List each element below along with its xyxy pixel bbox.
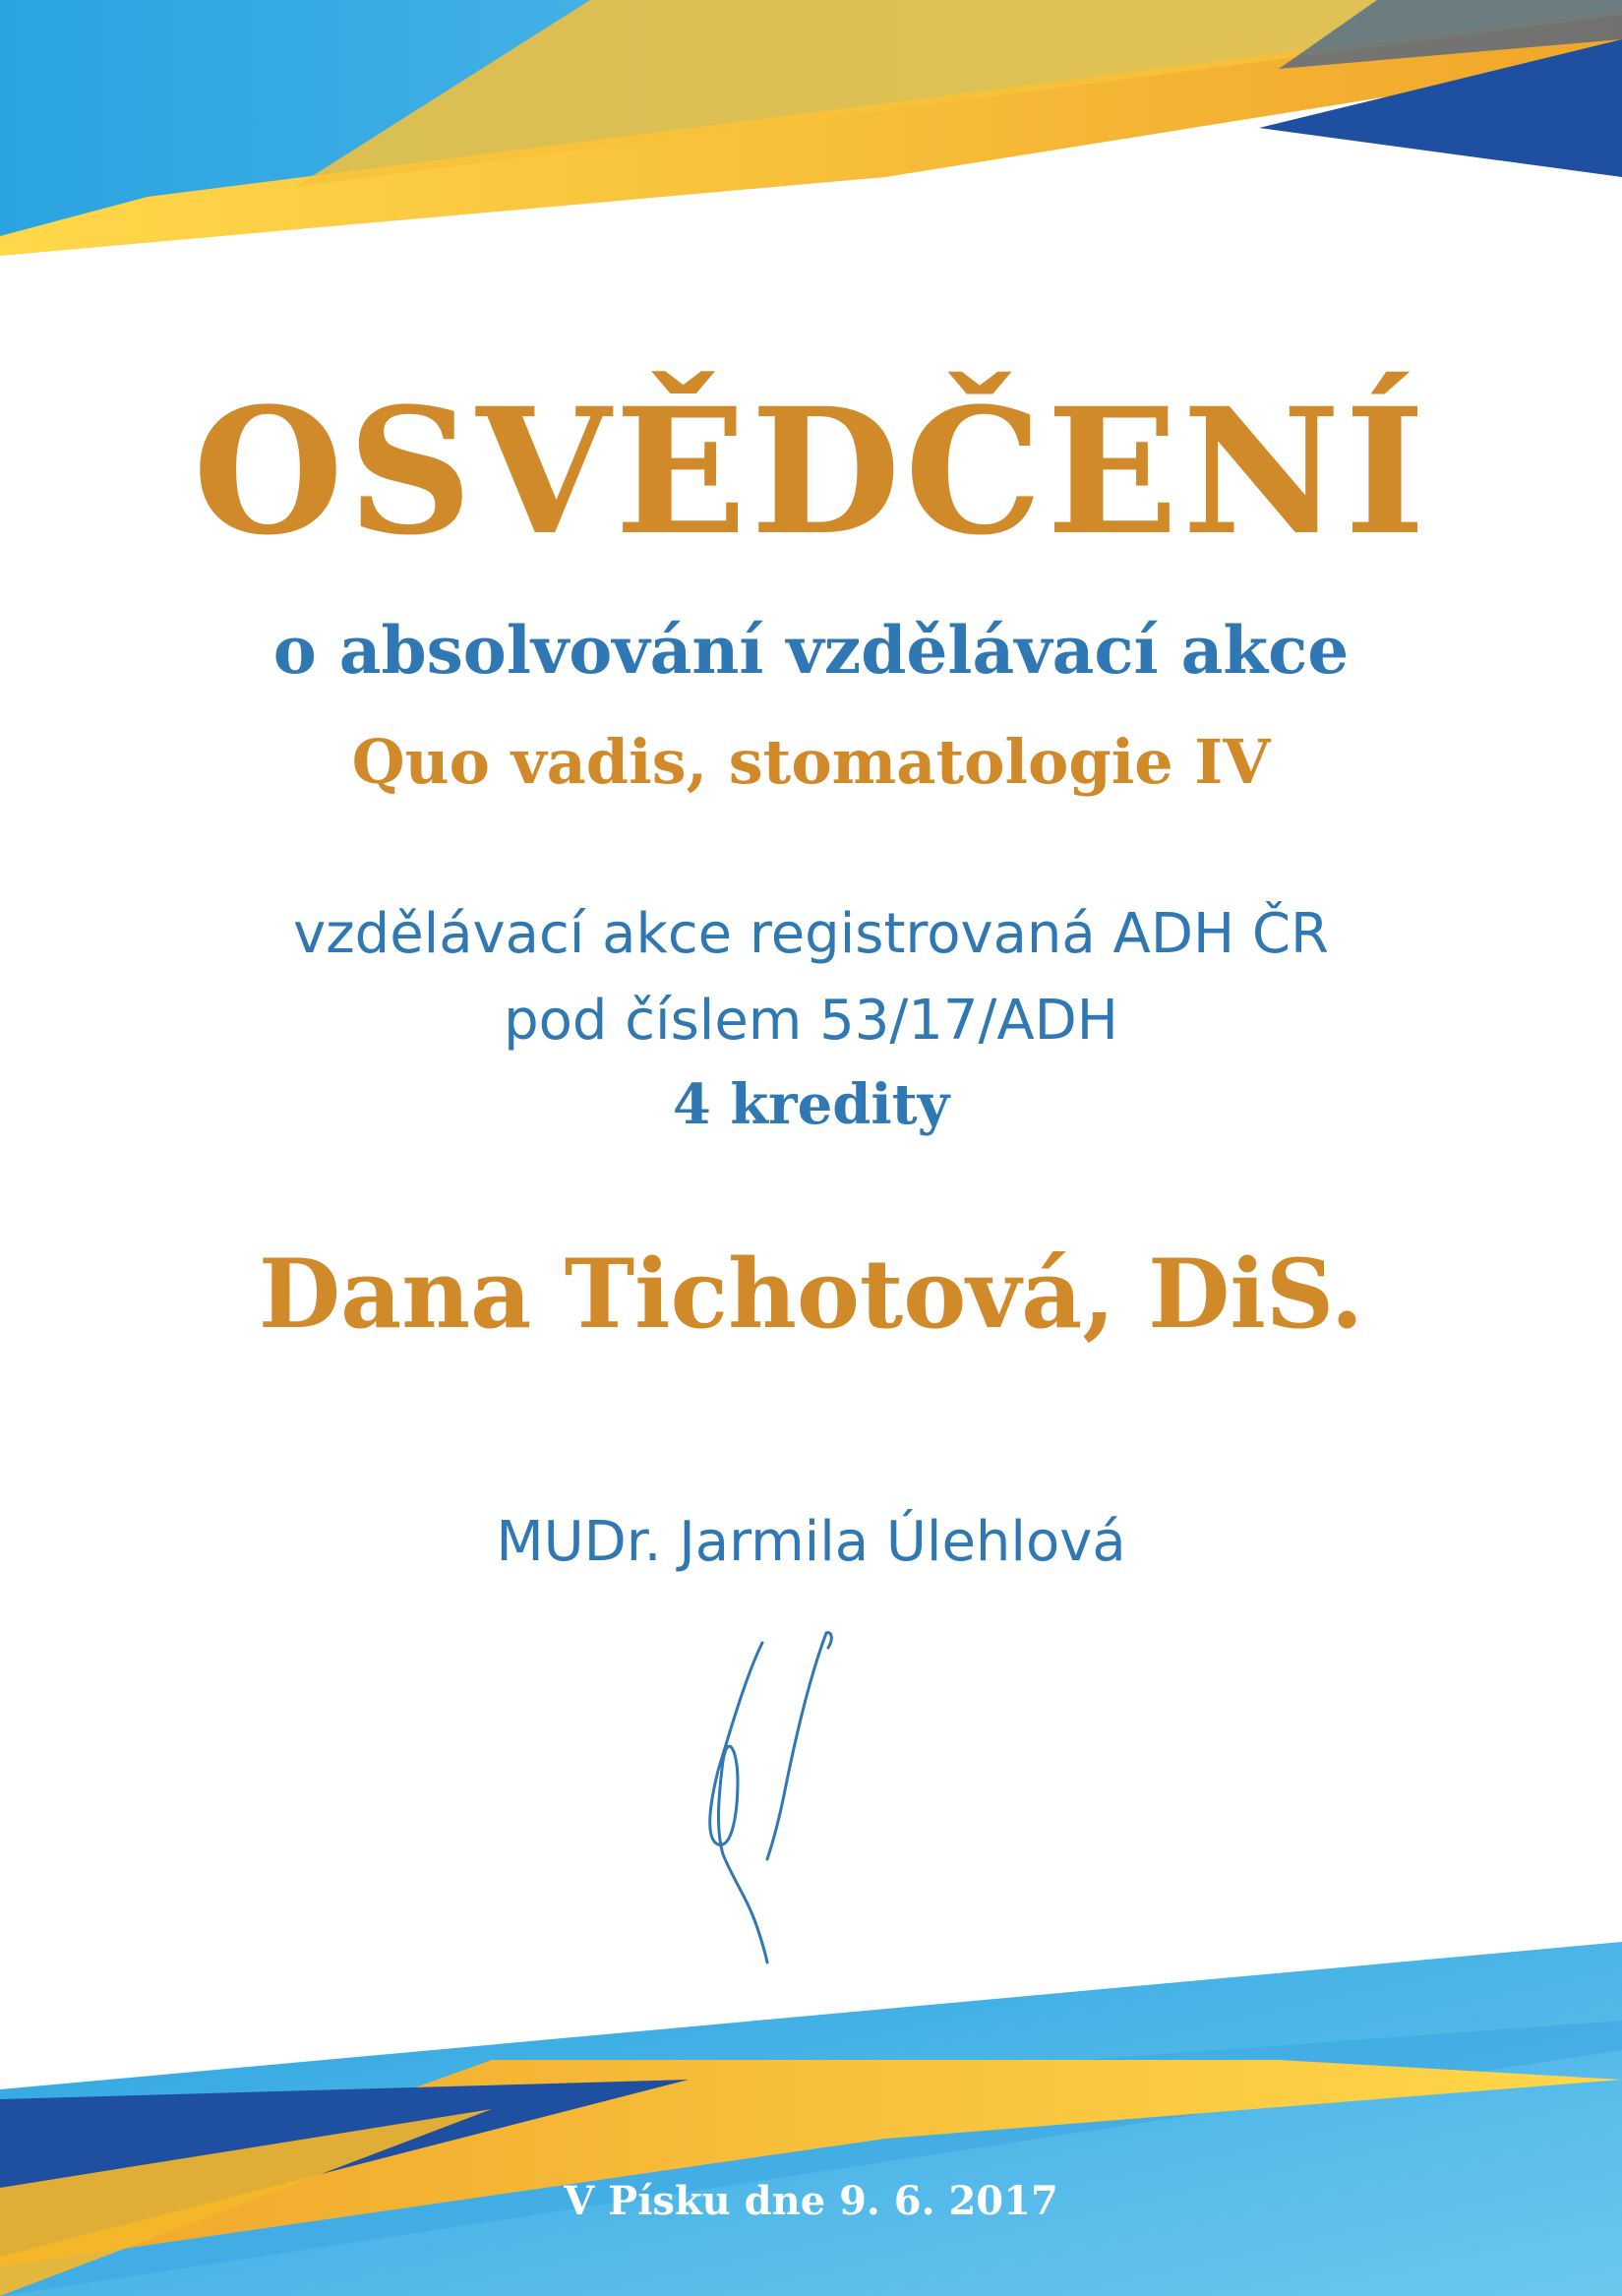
credits: 4 kredity	[672, 1072, 950, 1137]
certificate-title: OSVĚDČENÍ	[192, 370, 1430, 574]
recipient-name: Dana Tichotová, DiS.	[258, 1239, 1364, 1350]
date-line: V Písku dne 9. 6. 2017	[564, 2178, 1058, 2224]
event-name: Quo vadis, stomatologie IV	[351, 726, 1271, 798]
signatory-name: MUDr. Jarmila Úlehlová	[496, 1510, 1126, 1574]
top-decorative-banner	[0, 0, 1622, 256]
certificate-subtitle: o absolvování vzdělávací akce	[272, 612, 1350, 689]
registration-number: pod číslem 53/17/ADH	[504, 989, 1118, 1053]
registration-line: vzdělávací akce registrovaná ADH ČR	[293, 902, 1329, 966]
signature	[679, 1613, 875, 1967]
bottom-decorative-banner	[0, 1942, 1622, 2296]
